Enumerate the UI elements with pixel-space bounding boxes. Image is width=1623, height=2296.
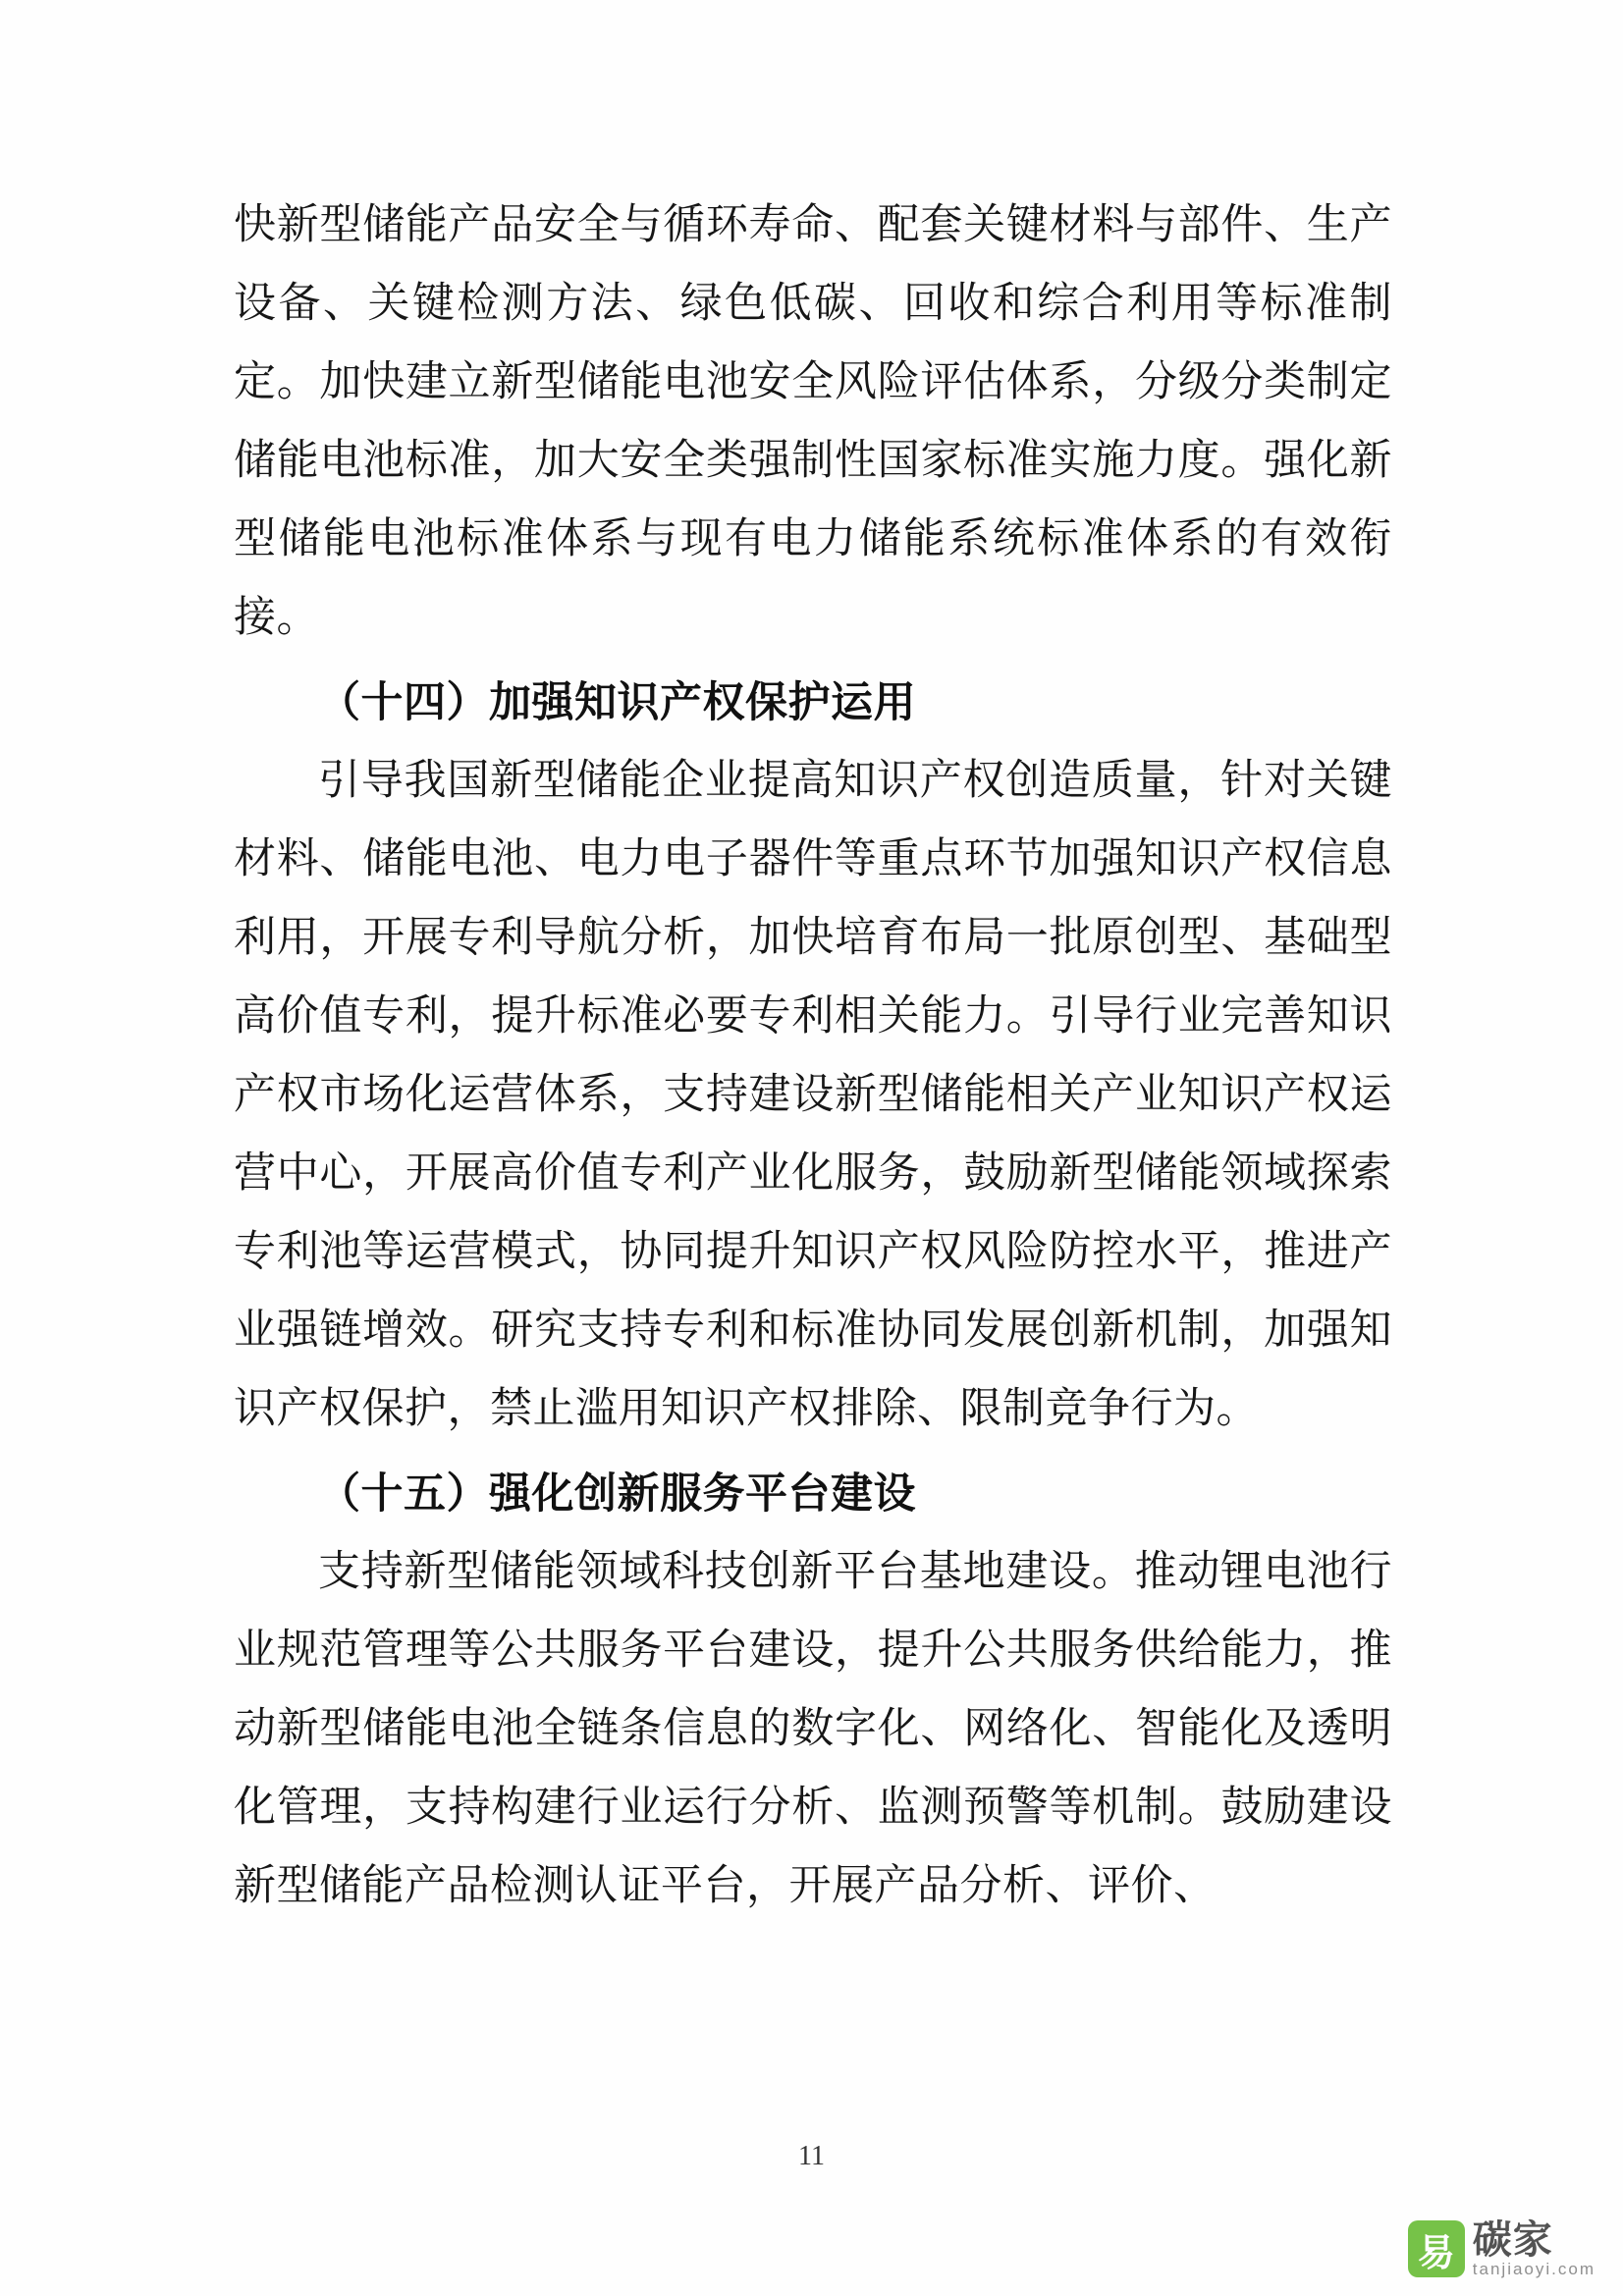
watermark: [1408, 2219, 1596, 2278]
page-content: [234, 187, 1392, 1926]
watermark-main-text: 碳家: [1472, 2218, 1553, 2263]
section-heading-15: （十五）强化创新服务平台建设: [318, 1470, 916, 1518]
watermark-sub-text: tanjiaoyi.com: [1472, 2260, 1596, 2279]
paragraph-continued: 快新型储能产品安全与循环寿命、配套关键材料与部件、生产设备、关键检测方法、绿色低碳、回收和综合利用等标准制定。加快建立新型储能电池安全风险评估体系，分级分类制定储能电池标准，加大安全类强制性国家标准实施力度。强化新型储能电池标准体系与现有电力储能系统标准体系的有效衔接。: [234, 202, 1392, 641]
page-number: 11: [798, 2141, 825, 2171]
watermark-text: [1473, 2219, 1596, 2278]
paragraph-section-15: 支持新型储能领域科技创新平台基地建设。推动锂电池行业规范管理等公共服务平台建设，提升公共服务供给能力，推动新型储能电池全链条信息的数字化、网络化、智能化及透明化管理，支持构建行业运行分析、监测预警等机制。鼓励建设新型储能产品检测认证平台，开展产品分析、评价、: [234, 1549, 1392, 1909]
section-heading-14: （十四）加强知识产权保护运用: [318, 679, 916, 726]
watermark-logo-icon: 易: [1408, 2220, 1465, 2277]
paragraph-section-14: 引导我国新型储能企业提高知识产权创造质量，针对关键材料、储能电池、电力电子器件等重点环节加强知识产权信息利用，开展专利导航分析，加快培育布局一批原创型、基础型高价值专利，提升标准必要专利相关能力。引导行业完善知识产权市场化运营体系，支持建设新型储能相关产业知识产权运营中心，开展高价值专利产业化服务，鼓励新型储能领域探索专利池等运营模式，协同提升知识产权风险防控水平，推进产业强链增效。研究支持专利和标准协同发展创新机制，加强知识产权保护，禁止滥用知识产权排除、限制竞争行为。: [234, 758, 1392, 1432]
